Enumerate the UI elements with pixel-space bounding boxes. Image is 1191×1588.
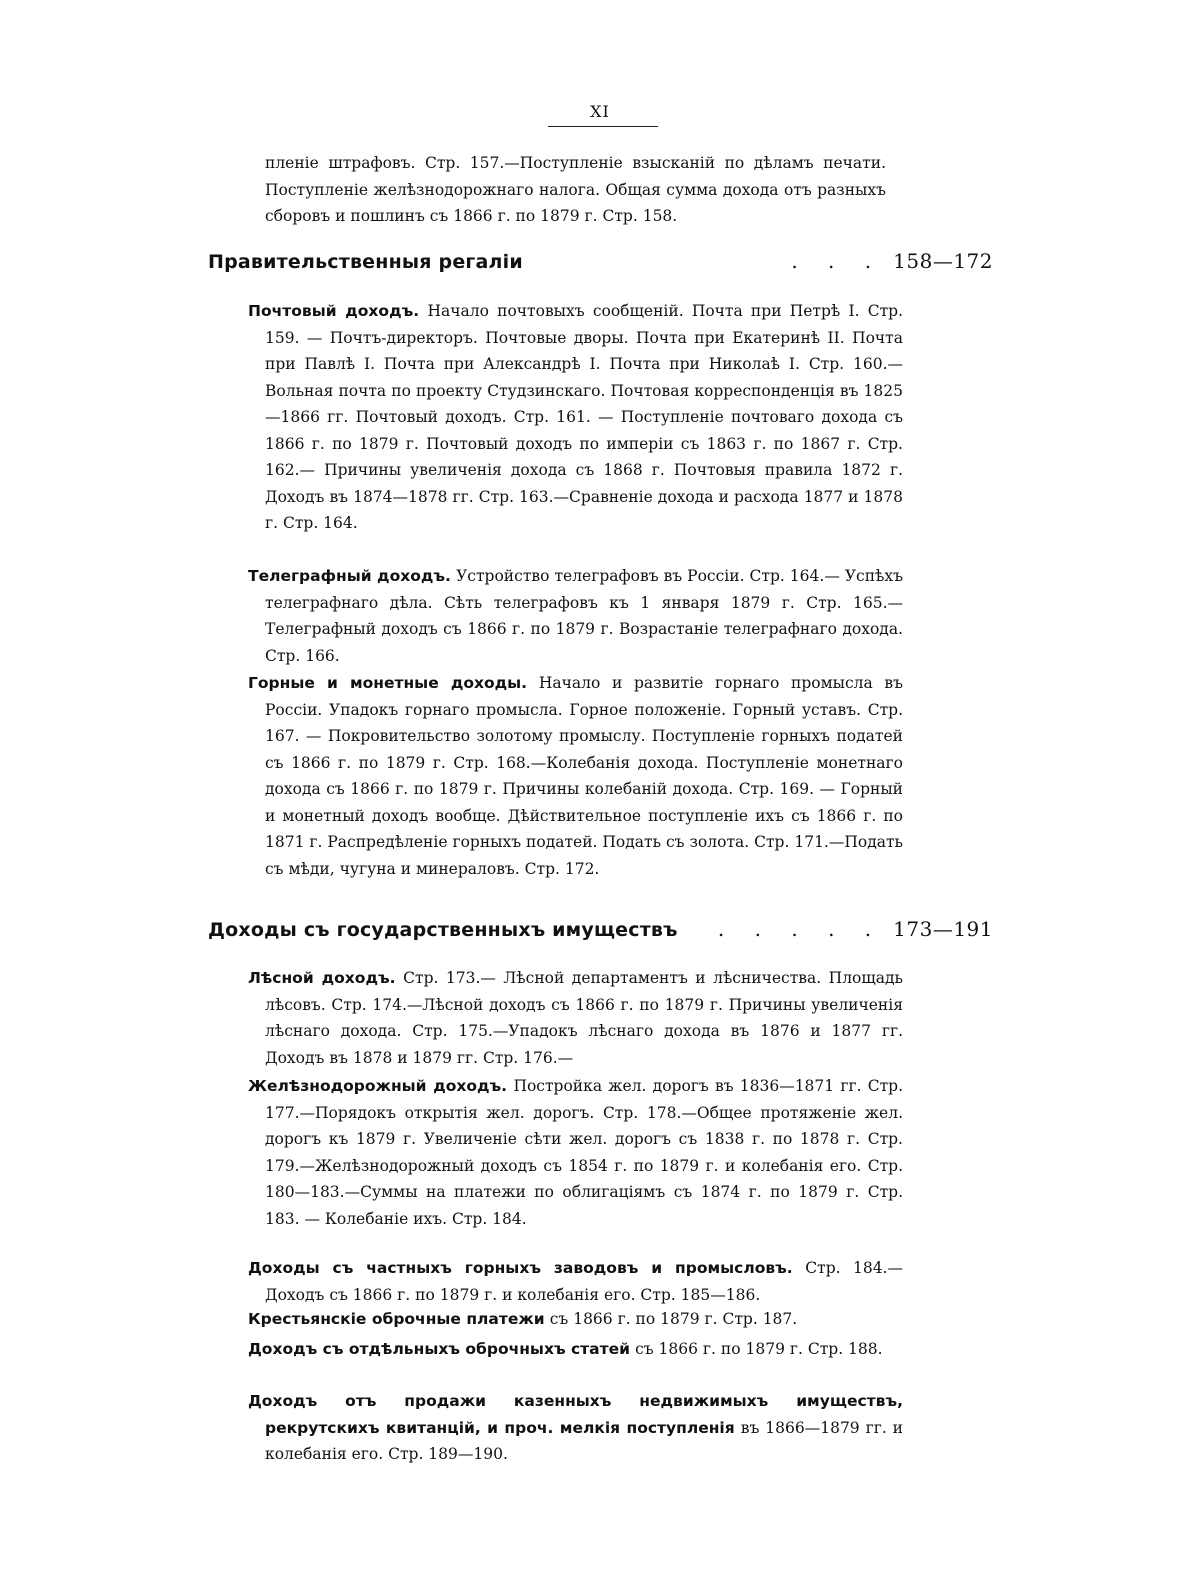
- section-title: Правительственныя регаліи: [208, 251, 523, 273]
- entry-title: Горные и монетные доходы.: [248, 674, 528, 692]
- entry-title: Доходы съ частныхъ горныхъ заводовъ и промысловъ.: [248, 1259, 793, 1277]
- entry-forest-income: [248, 965, 903, 1071]
- section-pages: 173—191: [893, 917, 993, 941]
- entry-text: Стр. 184.— Доходъ съ 1866 г. по 1879 г. и колебанія его. Стр. 185—186.: [265, 1259, 903, 1304]
- intro-text: пленіе штрафовъ. Стр. 157.—Поступленіе взысканій по дѣламъ печати. Поступленіе желѣзнодорожнаго налога. Общая сумма дохода отъ разныхъ сборовъ и пошлинъ съ 1866 г. по 1879 г. Стр. 158.: [265, 154, 886, 225]
- section-pages: 158—172: [893, 249, 993, 273]
- section-page-ref: [791, 249, 993, 273]
- entry-title: Телеграфный доходъ.: [248, 567, 451, 585]
- page-number: XI: [590, 102, 610, 121]
- entry-title: Крестьянскіе оброчные платежи: [248, 1310, 545, 1328]
- leader-dots: . . .: [791, 249, 884, 273]
- entry-text: Стр. 173.— Лѣсной департаментъ и лѣсничества. Площадь лѣсовъ. Стр. 174.—Лѣсной доходъ съ 1866 г. по 1879 г. Причины увеличенія лѣснаго дохода. Стр. 175.—Упадокъ лѣснаго дохода въ 1876 и 1877 гг. Доходъ въ 1878 и 1879 гг. Стр. 176.—: [265, 969, 904, 1067]
- entry-railway-income: [248, 1073, 903, 1232]
- entry-text: въ 1866—1879 гг. и колебанія его. Стр. 189—190.: [265, 1418, 903, 1463]
- entry-telegraph-income: [248, 563, 903, 669]
- entry-property-sales: [248, 1388, 903, 1468]
- section-title: Доходы съ государственныхъ имуществъ: [208, 919, 678, 941]
- entry-text: Начало почтовыхъ сообщеній. Почта при Петрѣ І. Стр. 159. — Почтъ-директоръ. Почтовые дворы. Почта при Екатеринѣ II. Почта при Павлѣ І. Почта при Александрѣ І. Почта при Николаѣ І. Стр. 160.—Вольная почта по проекту Студзинскаго. Почтовая корреспонденція въ 1825—1866 гг. Почтовый доходъ. Стр. 161. — Поступленіе почтоваго дохода съ 1866 г. по 1879 г. Почтовый доходъ по имперіи съ 1863 г. по 1867 г. Стр. 162.— Причины увеличенія дохода съ 1868 г. Почтовыя правила 1872 г. Доходъ въ 1874—1878 гг. Стр. 163.—Сравненіе дохода и расхода 1877 и 1878 г. Стр. 164.: [265, 302, 903, 532]
- intro-paragraph: [265, 150, 886, 230]
- entry-title: Почтовый доходъ.: [248, 302, 420, 320]
- entry-title: Желѣзнодорожный доходъ.: [248, 1077, 508, 1095]
- entry-text: съ 1866 г. по 1879 г. Стр. 188.: [635, 1340, 883, 1358]
- entry-title: Лѣсной доходъ.: [248, 969, 396, 987]
- section-heading-state-property: [208, 917, 993, 947]
- entry-peasant-payments: [248, 1306, 903, 1333]
- entry-title: Доходъ съ отдѣльныхъ оброчныхъ статей: [248, 1340, 630, 1358]
- entry-text: Постройка жел. дорогъ въ 1836—1871 гг. Стр. 177.—Порядокъ открытія жел. дорогъ. Стр. 178.—Общее протяженіе жел. дорогъ къ 1879 г. Увеличеніе сѣти жел. дорогъ съ 1838 г. по 1878 г. Стр. 179.—Желѣзнодорожный доходъ съ 1854 г. по 1879 г. и колебанія его. Стр. 180—183.—Суммы на платежи по облигаціямъ съ 1874 г. по 1879 г. Стр. 183. — Колебаніе ихъ. Стр. 184.: [265, 1077, 903, 1228]
- leader-dots: . . . . .: [717, 917, 884, 941]
- entry-private-mining-income: [248, 1255, 903, 1308]
- entry-text: съ 1866 г. по 1879 г. Стр. 187.: [549, 1310, 798, 1328]
- entry-text: Устройство телеграфовъ въ Россіи. Стр. 164.— Успѣхъ телеграфнаго дѣла. Сѣть телеграфовъ къ 1 января 1879 г. Стр. 165.— Телеграфный доходъ съ 1866 г. по 1879 г. Возрастаніе телеграфнаго дохода. Стр. 166.: [265, 567, 903, 665]
- section-heading-regalia: [208, 249, 993, 279]
- entry-text: Начало и развитіе горнаго промысла въ Россіи. Упадокъ горнаго промысла. Горное положеніе. Горный уставъ. Стр. 167. — Покровительство золотому промыслу. Поступленіе горныхъ податей съ 1866 г. по 1879 г. Стр. 168.—Колебанія дохода. Поступленіе монетнаго дохода съ 1866 г. по 1879 г. Причины колебаній дохода. Стр. 169. — Горный и монетный доходъ вообще. Дѣйствительное поступленіе ихъ съ 1866 г. по 1871 г. Распредѣленіе горныхъ податей. Подать съ золота. Стр. 171.—Подать съ мѣди, чугуна и минераловъ. Стр. 172.: [265, 674, 903, 878]
- entry-quitrent-articles: [248, 1336, 903, 1363]
- section-page-ref: [718, 917, 993, 941]
- entry-mining-income: [248, 670, 903, 882]
- header-rule: [548, 126, 658, 127]
- entry-postal-income: [248, 298, 903, 537]
- entry-title: Доходъ отъ продажи казенныхъ недвижимыхъ имуществъ, рекрутскихъ квитанцій, и проч. мелкія поступленія: [248, 1392, 903, 1437]
